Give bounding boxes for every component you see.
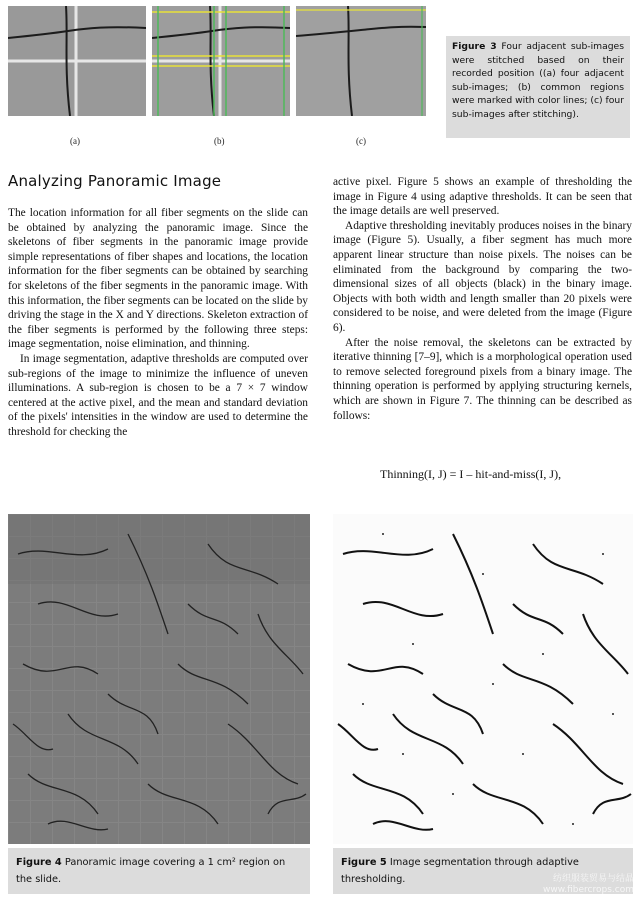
figure5-caption-label: Figure 5	[341, 857, 387, 868]
figure4-caption	[8, 848, 310, 894]
watermark-line-2: www.fibercrops.com	[543, 885, 634, 895]
figure3a-graphic	[8, 6, 146, 116]
figure4-caption-text: Panoramic image covering a 1 cm² region on the slide.	[16, 857, 286, 885]
right-paragraph-2: Adaptive thresholding inevitably produces noises in the binary image (Figure 5). Usually, a fiber segment has much more apparent linear structure than noise pixels. The noises can be eliminated from the background by comparing the two-dimensional sizes of all objects (black) in the binary image. Objects with both width and length smaller than 20 pixels were considered to be noise, and were deleted from the image (Figure 6).	[333, 219, 632, 334]
left-paragraph-1: The location information for all fiber segments on the slide can be obtained by analyzing the panoramic image. Since the skeletons of fiber segments in the panoramic image provide simple representations of fiber shapes and locations, the location information for the fiber segments can be obtained by searching for skeletons of the fiber segments in the panoramic image. With this information, the fiber segments can be located on the slide by driving the stage in the X and Y directions. Skeleton extraction of the fiber segments is performed by the following three steps: image segmentation, noise elimination, and thinning.	[8, 207, 308, 351]
right-paragraph-3: After the noise removal, the skeletons can be extracted by iterative thinning [7–9], which is a morphological operation used to remove selected foreground pixels from a binary image. The thinning operation is performed by applying structuring kernels, which are shown in Figure 7. The thinning can be described as follows:	[333, 336, 632, 422]
section-title: Analyzing Panoramic Image	[8, 172, 222, 190]
right-column	[333, 175, 632, 423]
figure3-caption	[446, 36, 630, 138]
figure5-caption-text: Image segmentation through adaptive thresholding.	[341, 857, 579, 885]
left-paragraph-2: In image segmentation, adaptive thresholds are computed over sub-regions of the image to minimize the influence of uneven illuminations. A sub-region is chosen to be a 7 × 7 window centered at the active pixel, and the mean and standard deviation of the pixels' intensities in the window are used to determine the threshold for checking the	[8, 352, 308, 438]
figure3c-image	[296, 6, 426, 116]
figure3-label-c: (c)	[356, 136, 366, 146]
left-column	[8, 206, 308, 440]
figure3-caption-label: Figure 3	[452, 41, 497, 52]
figure3b-graphic	[152, 6, 290, 116]
figure3b-image	[152, 6, 290, 116]
figure4-image	[8, 514, 310, 844]
figure3a-image	[8, 6, 146, 116]
watermark-line-1: 纺织服装贸易与结晶	[552, 874, 634, 884]
figure3c-graphic	[296, 6, 426, 116]
figure5-graphic	[333, 514, 633, 844]
figure3-caption-text: Four adjacent sub-images were stitched based on their recorded position ((a) four adjacent sub-images; (b) common regions were marked with color lines; (c) four sub-images after stitching).	[452, 41, 625, 120]
figure4-graphic	[8, 514, 310, 844]
figure5-image	[333, 514, 633, 844]
figure3-label-b: (b)	[214, 136, 225, 146]
figure3-label-a: (a)	[70, 136, 80, 146]
watermark	[543, 874, 634, 896]
figure4-caption-label: Figure 4	[16, 857, 62, 868]
thinning-equation: Thinning(I, J) = I – hit-and-miss(I, J),	[380, 467, 562, 481]
right-paragraph-1: active pixel. Figure 5 shows an example of thresholding the image in Figure 4 using adaptive thresholds. It can be seen that the image details are well preserved.	[333, 176, 632, 218]
